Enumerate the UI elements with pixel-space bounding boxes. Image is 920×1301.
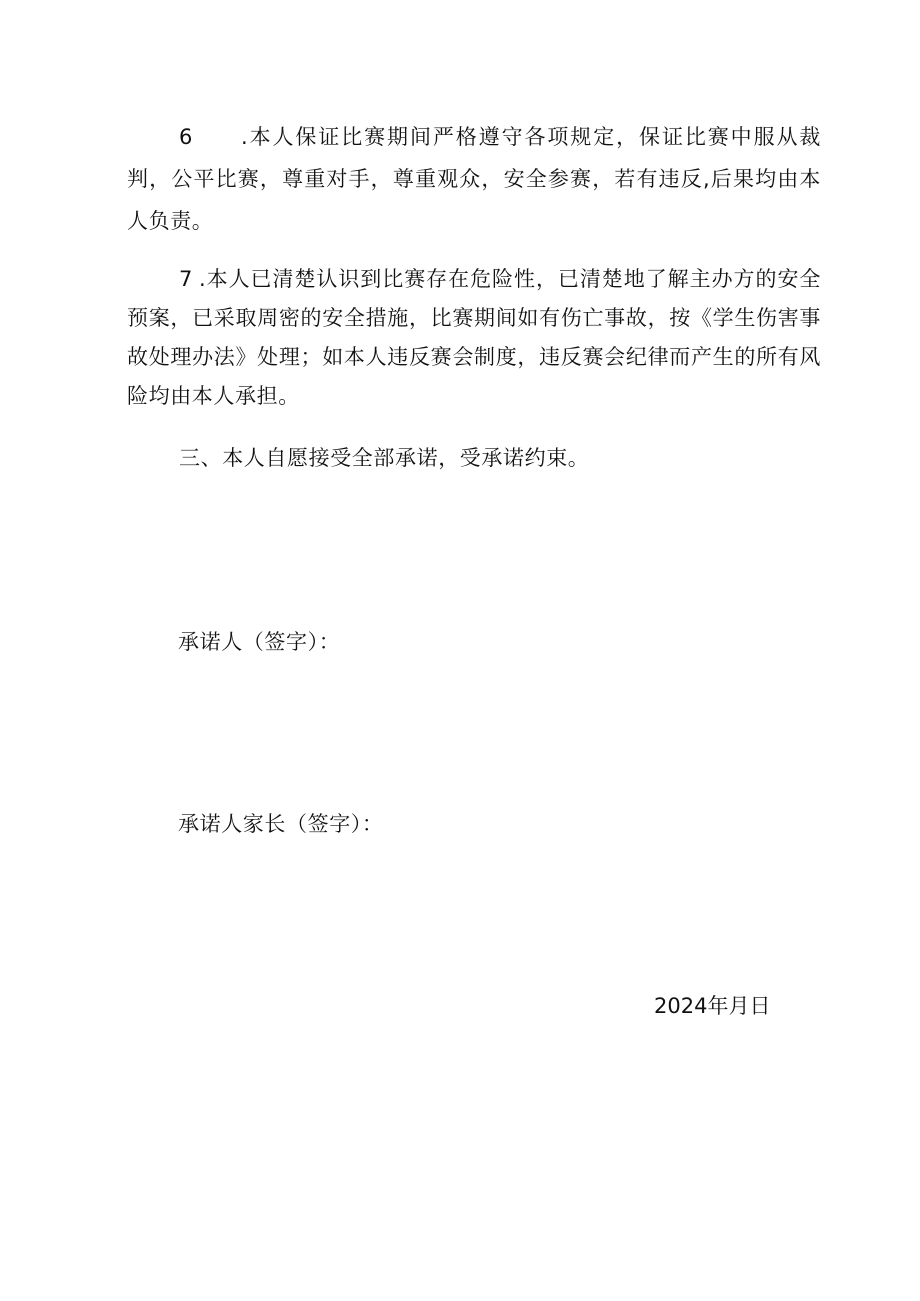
clause-7-text: .本人已清楚认识到比赛存在危险性，已清楚地了解主办方的安全预案，已采取周密的安全措施，比赛期间如有伤亡事故，按《学生伤害事故处理办法》处理；如本人违反赛会制度，违反赛会纪律而产生的所有风险均由本人承担。	[127, 267, 821, 408]
promiser-signature-label: 承诺人（签字）：	[178, 630, 341, 654]
date-line: 2024年月日	[654, 994, 771, 1018]
clause-6	[127, 116, 821, 242]
clause-6-number: 6	[179, 125, 193, 149]
clause-7-number: 7	[179, 267, 193, 291]
section-3: 三、本人自愿接受全部承诺，受承诺约束。	[179, 446, 590, 470]
clause-7	[127, 260, 821, 416]
clause-6-text: .本人保证比赛期间严格遵守各项规定，保证比赛中服从裁判，公平比赛，尊重对手，尊重观众，安全参赛，若有违反,后果均由本人负责。	[127, 125, 821, 233]
parent-signature-label: 承诺人家长（签字）：	[178, 812, 384, 836]
